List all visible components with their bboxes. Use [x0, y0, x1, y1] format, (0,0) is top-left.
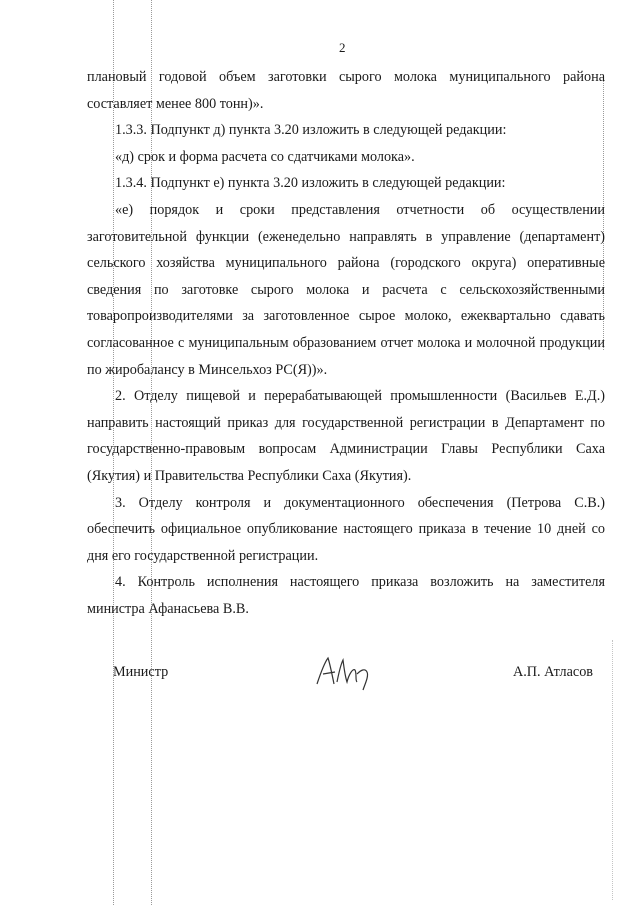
paragraph-1-3-4: 1.3.4. Подпункт е) пункта 3.20 изложить в следующей редакции:	[115, 175, 506, 192]
paragraph-quote-e: «е) порядок и сроки представления отчетности об осуществлении заготовительной функции (еженедельно направлять в управление (департамент) сельского хозяйства муниципального района (городского округа) оперативные сведения по заготовке сырого молока и расчета с сельскохозяйственными товаропроизводителями за заготовленное сырое молоко, ежеквартально сдавать согласованное с муниципальным образованием отчет молока и молочной продукции по жиробалансу в Минсельхоз РС(Я))».	[87, 201, 605, 378]
signer-title: Министр	[113, 664, 169, 680]
paragraph-1-3-3: 1.3.3. Подпункт д) пункта 3.20 изложить в следующей редакции:	[115, 122, 507, 139]
paragraph-item-3: 3. Отделу контроля и документационного обеспечения (Петрова С.В.) обеспечить официальное опубликование настоящего приказа в течение 10 дней со дня его государственной регистрации.	[87, 494, 605, 564]
handwritten-signature	[313, 654, 375, 692]
paragraph-continuation: плановый годовой объем заготовки сырого молока муниципального района составляет менее 800 тонн)».	[87, 69, 605, 112]
paragraph-quote-d: «д) срок и форма расчета со сдатчиками молока».	[115, 148, 415, 165]
scan-edge-line	[612, 640, 613, 900]
paragraph-item-4: 4. Контроль исполнения настоящего приказа возложить на заместителя министра Афанасьева В.В.	[87, 574, 605, 617]
page-number: 2	[339, 40, 346, 55]
signer-name: А.П. Атласов	[513, 664, 593, 680]
paragraph-item-2: 2. Отделу пищевой и перерабатывающей промышленности (Васильев Е.Д.) направить настоящий приказ для государственной регистрации в Департамент по государственно-правовым вопросам Администрации Главы Республики Саха (Якутия) и Правительства Республики Саха (Якутия).	[87, 388, 605, 484]
signature-block	[113, 664, 593, 704]
document-body	[87, 64, 605, 622]
